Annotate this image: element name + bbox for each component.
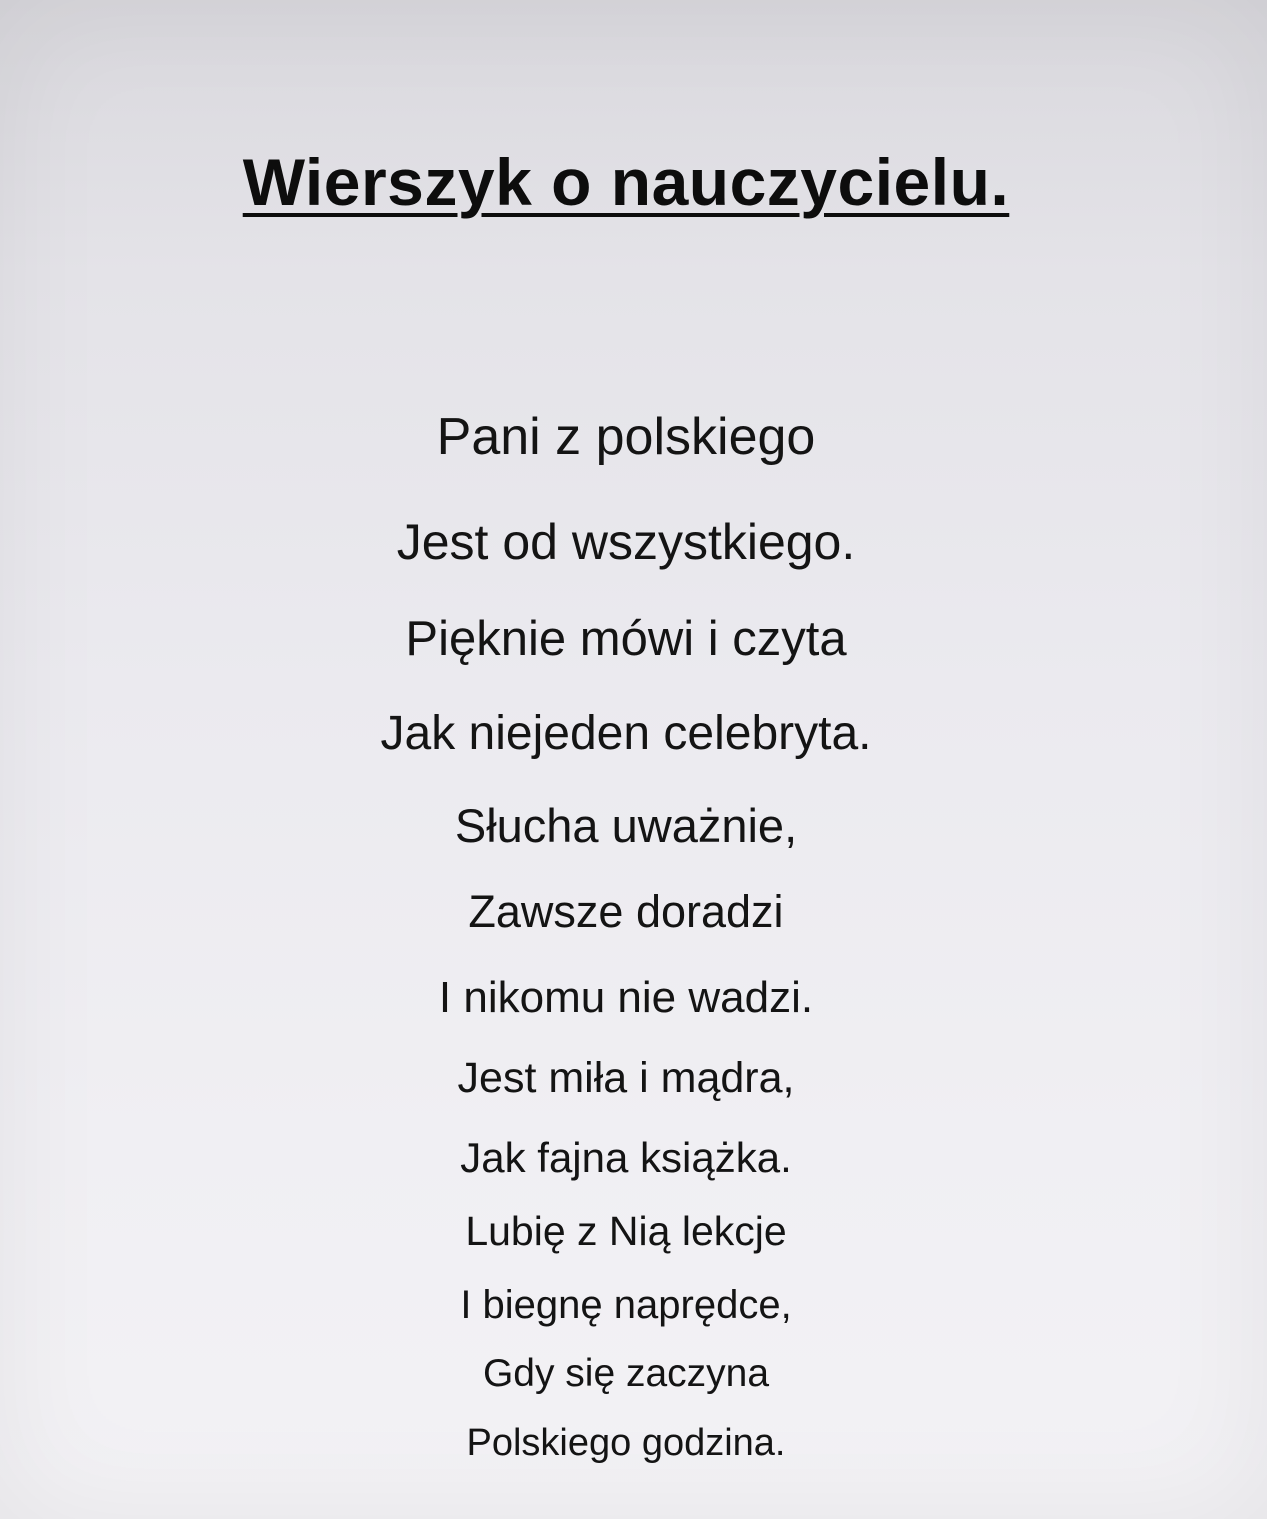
poem-line-4: Jak niejeden celebryta. [380, 707, 872, 760]
poem-line-5: Słucha uważnie, [454, 799, 798, 852]
poem-line-10: Lubię z Nią lekcje [465, 1208, 787, 1254]
poem-line-7: I nikomu nie wadzi. [438, 973, 814, 1022]
poem-title: Wierszyk o nauczycielu. [242, 145, 1010, 219]
poem-line-12: Gdy się zaczyna [482, 1352, 770, 1395]
poem-line-13: Polskiego godzina. [466, 1422, 786, 1464]
poem-line-3: Pięknie mówi i czyta [405, 612, 847, 666]
poem-line-9: Jak fajna książka. [460, 1134, 792, 1181]
poem-line-2: Jest od wszystkiego. [396, 514, 856, 570]
poem-line-11: I biegnę naprędce, [460, 1283, 792, 1327]
poem-line-1: Pani z polskiego [436, 408, 816, 466]
poem-line-6: Zawsze doradzi [468, 886, 784, 937]
poem-line-8: Jest miła i mądra, [457, 1054, 795, 1102]
